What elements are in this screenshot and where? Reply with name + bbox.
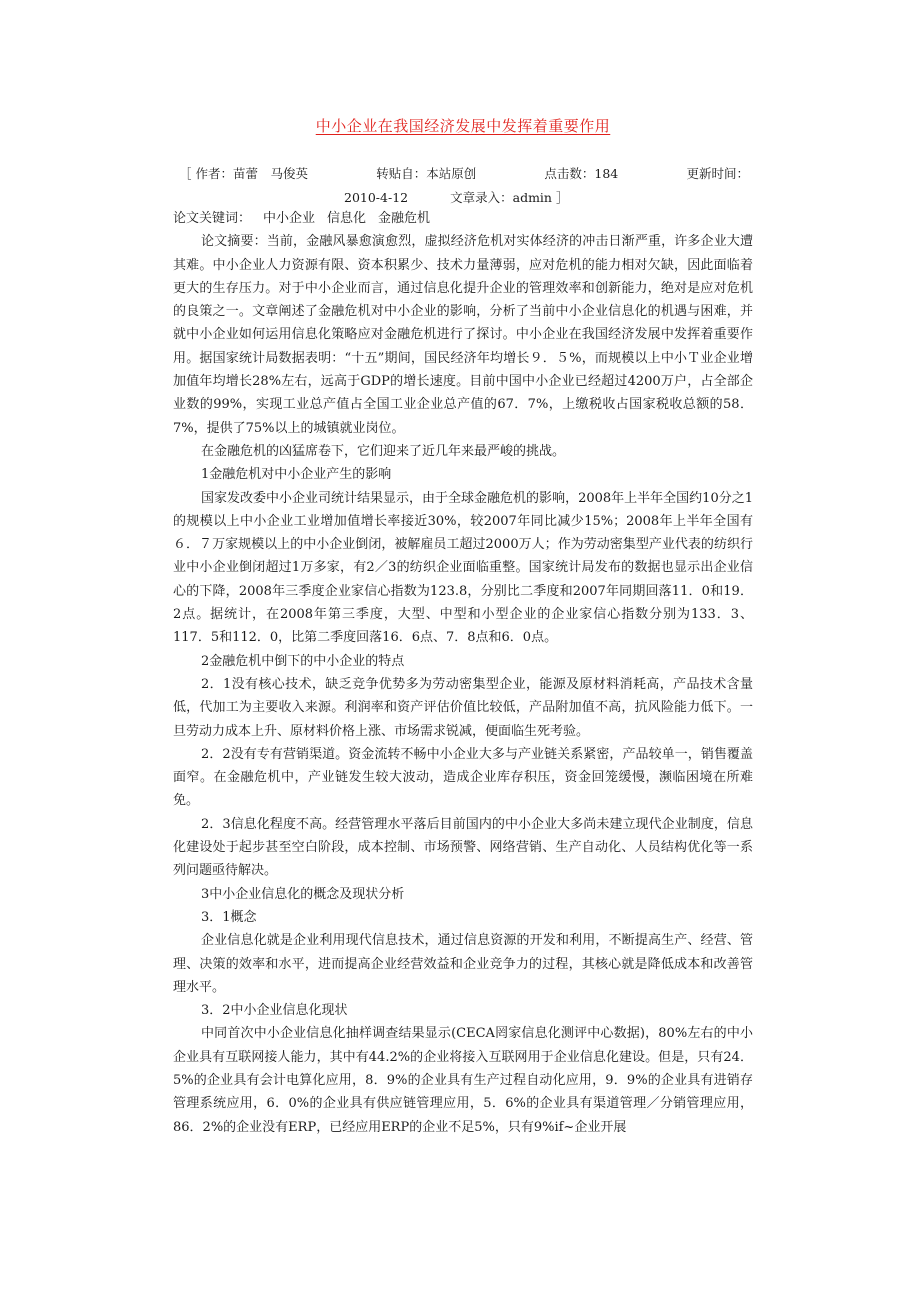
- meta-clicks: 点击数：184: [544, 166, 619, 181]
- keyword: 中小企业: [263, 211, 316, 226]
- meta-author: ［ 作者：苗蕾 马俊英: [179, 166, 308, 181]
- paragraph: 2．3信息化程度不高。经营管理水平落后目前国内的中小企业大多尚未建立现代企业制度，信息化建设处于起步甚至空白阶段，成本控制、市场预警、网络营销、生产自动化、人员结构优化等一系列问题亟待解决。: [173, 816, 753, 879]
- meta-row: [179, 162, 749, 186]
- paragraph: 中同首次中小企业信息化抽样调查结果显示(CECA罔家信息化测评中心数据)，80%左右的中小企业具有互联网接人能力，其中有44.2%的企业将接入互联网用于企业信息化建设。但是，只有24．5%的企业具有会计电算化应用，8．9%的企业具有生产过程自动化应用，9．9%的企业具有进销存管理系统应用，6．0%的企业具有供应链管理应用，5．6%的企业具有渠道管理／分销管理应用，86．2%的企业没有ERP，已经应用ERP的企业不足5%，只有9%if~企业开展: [173, 1026, 753, 1135]
- section-heading: 3中小企业信息化的概念及现状分析: [201, 886, 405, 902]
- subsection-heading: 3．2中小企业信息化现状: [201, 1003, 348, 1019]
- paragraph: 2．1没有核心技术，缺乏竞争优势多为劳动密集型企业，能源及原材料消耗高，产品技术含量低，代加工为主要收入来源。利润率和资产评估价值比较低，产品附加值不高，抗风险能力低下。一旦劳动力成本上升、原材料价格上涨、市场需求锐减，便面临生死考验。: [173, 676, 753, 739]
- section-heading: 1金融危机对中小企业产生的影响: [201, 467, 392, 483]
- keyword: 金融危机: [378, 211, 431, 226]
- paragraph: 企业信息化就是企业利用现代信息技术，通过信息资源的开发和利用，不断提高生产、经营、管理、决策的效率和水平，进而提高企业经营效益和企业竞争力的过程，其核心就是降低成本和改善管理水平。: [173, 933, 753, 995]
- paragraph: 在金融危机的凶猛席卷下，它们迎来了近几年来最严峻的挑战。: [201, 443, 566, 459]
- paragraph: 国家发改委中小企业司统计结果显示，由于全球金融危机的影响，2008年上半年全国约10分之1的规模以上中小企业工业增加值增长率接近30%，较2007年同比减少15%；2008年上半年全国有６．７万家规模以上的中小企业倒闭，被解雇员工超过2000万人；作为劳动密集型产业代表的纺织行业中小企业倒闭超过1万多家，有2／3的纺织企业面临重整。国家统计局发布的数据也显示出企业信心的下降，2008年三季度企业家信心指数为123.8，分别比二季度和2007年同期回落11．0和19．2点。据统计，在2008年第三季度，大型、中型和小型企业的企业家信心指数分别为133．3、117．5和112．0，比第二季度回落16．6点、7．8点和6．0点。: [173, 490, 753, 646]
- meta-entry: 文章录入：admin ］: [450, 190, 569, 205]
- meta-source: 转贴自：本站原创: [376, 166, 477, 181]
- abstract-paragraph: 论文摘要：当前，金融风暴愈演愈烈，虚拟经济危机对实体经济的冲击日渐严重，许多企业大遭其难。中小企业人力资源有限、资本积累少、技术力量薄弱，应对危机的能力相对欠缺，因此面临着更大的生存压力。对于中小企业而言，通过信息化提升企业的管理效率和创新能力，绝对是应对危机的良策之一。文章阐述了金融危机对中小企业的影响，分析了当前中小企业信息化的机遇与困难，并就中小企业如何运用信息化策略应对金融危机进行了探讨。中小企业在我国经济发展中发挥着重要作用。据国家统计局数据表明：“十五”期间，国民经济年均增长９．５%，而规模以上中小Ｔ业企业增加值年均增长28%左右，远高于GDP的增长速度。目前中国中小企业已经超过4200万户，占全部企业数的99%，实现工业总产值占全国工业企业总产值的67．7%，上缴税收占国家税收总额的58．7%，提供了75%以上的城镇就业岗位。: [173, 234, 753, 436]
- section-heading: 2金融危机中倒下的中小企业的特点: [201, 653, 405, 669]
- keywords-label: 论文关键词：: [173, 211, 252, 226]
- meta-updated-label: 更新时间：: [686, 166, 749, 181]
- subsection-heading: 3．1概念: [201, 909, 257, 925]
- keywords-line: [173, 207, 753, 230]
- article-body: [173, 207, 753, 1139]
- paragraph: 2．2没有专有营销渠道。资金流转不畅中小企业大多与产业链关系紧密，产品较单一，销售覆盖面窄。在金融危机中，产业链发生较大波动，造成企业库存积压，资金回笼缓慢，濒临困境在所难免。: [173, 746, 753, 809]
- article-title[interactable]: 中小企业在我国经济发展中发挥着重要作用: [315, 117, 611, 135]
- article-meta: [179, 162, 749, 210]
- meta-date: 2010-4-12: [344, 190, 409, 205]
- keyword: 信息化: [327, 211, 367, 226]
